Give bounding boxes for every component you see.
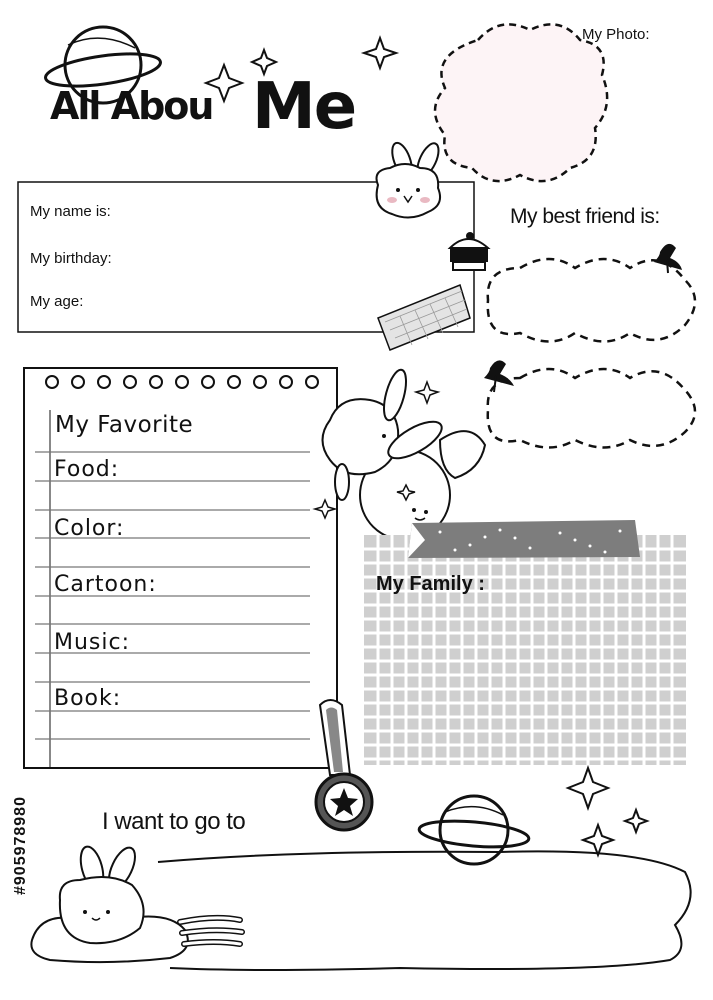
sparkle-icon [568, 768, 647, 855]
best-friend-label: My best friend is: [510, 205, 660, 228]
age-label: My age: [30, 293, 84, 310]
favorite-book-label: Book: [54, 686, 122, 711]
favorite-food-label: Food: [54, 457, 120, 482]
family-grid [364, 535, 686, 765]
bunny-planet-illustration [315, 368, 485, 540]
spiral-ring [280, 376, 292, 388]
title-part-2: Me [252, 70, 356, 144]
spiral-ring [228, 376, 240, 388]
family-label: My Family : [376, 573, 485, 595]
spiral-ring [176, 376, 188, 388]
favorite-color-label: Color: [54, 516, 125, 541]
favorite-cartoon-label: Cartoon: [54, 572, 157, 597]
spiral-ring [72, 376, 84, 388]
name-label: My name is: [30, 203, 111, 220]
best-friend-cloud-1 [488, 259, 695, 342]
bunny-sticker-icon [377, 140, 443, 217]
favorite-music-label: Music: [54, 630, 131, 655]
spiral-ring [98, 376, 110, 388]
spiral-ring [306, 376, 318, 388]
best-friend-cloud-2 [488, 369, 695, 448]
spiral-ring [202, 376, 214, 388]
spiral-ring [150, 376, 162, 388]
spiral-ring [254, 376, 266, 388]
favorites-heading: My Favorite [55, 412, 194, 438]
birthday-label: My birthday: [30, 250, 112, 267]
page-title [50, 84, 212, 128]
photo-frame [435, 24, 607, 181]
page-title-me [252, 70, 355, 144]
tape-decoration [408, 520, 640, 558]
travel-label: I want to go to [102, 808, 246, 835]
bunny-cloud-illustration [31, 844, 242, 962]
spiral-ring [46, 376, 58, 388]
spiral-ring [124, 376, 136, 388]
photo-label: My Photo: [582, 26, 650, 43]
travel-frame [158, 851, 691, 970]
planet-icon [418, 796, 530, 864]
title-part-1: All Abou [50, 84, 213, 128]
stock-id-watermark: #905978980 [12, 796, 29, 895]
